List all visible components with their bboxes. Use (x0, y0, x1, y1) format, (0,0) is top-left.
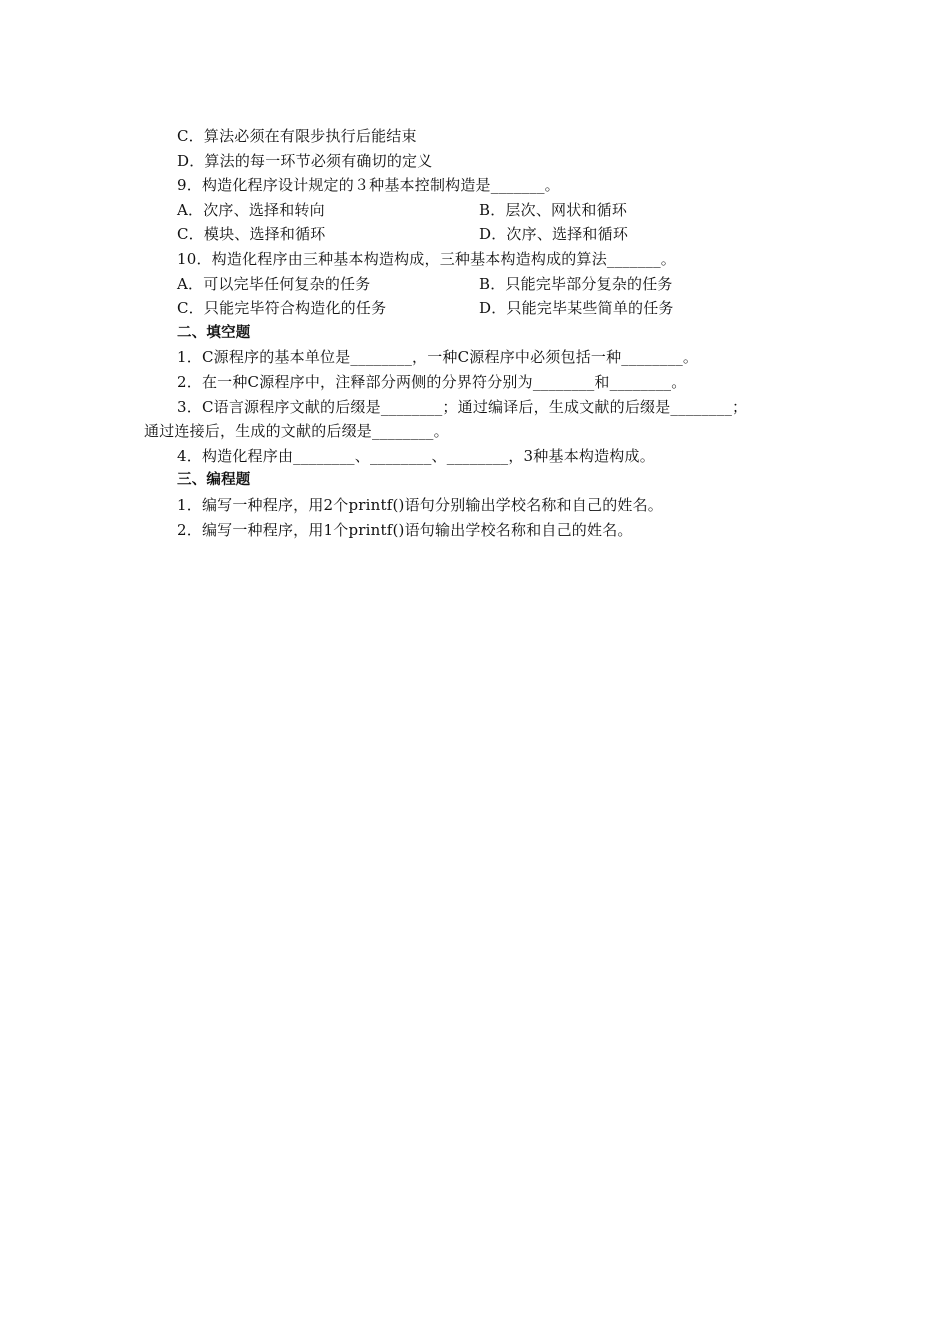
fill-in-q3-line1: 3．C语言源程序文献的后缀是________；通过编译后，生成文献的后缀是________； (177, 397, 748, 416)
q10-option-d: D．只能完毕某些简单的任务 (479, 299, 674, 318)
q9-options-row-2 (144, 222, 804, 247)
q10-option-b: B．只能完毕部分复杂的任务 (479, 274, 673, 293)
programming-heading: 三、编程题 (177, 472, 251, 489)
fill-in-q1: 1．C源程序的基本单位是________，一种C源程序中必须包括一种________。 (177, 348, 699, 367)
q9-option-c: C．模块、选择和循环 (177, 225, 326, 244)
q9-stem: 9．构造化程序设计规定的３种基本控制构造是_______。 (177, 176, 560, 195)
fill-in-heading: 二、填空题 (177, 324, 251, 341)
q10-stem: 10．构造化程序由三种基本构造构成，三种基本构造构成的算法_______。 (177, 249, 676, 268)
fill-in-q2: 2．在一种C源程序中，注释部分两侧的分界符分别为________和________。 (177, 372, 687, 391)
q10-option-c: C．只能完毕符合构造化的任务 (177, 299, 387, 318)
fill-in-q3-line2: 通过连接后，生成的文献的后缀是________。 (144, 422, 449, 441)
q10-option-a: A．可以完毕任何复杂的任务 (177, 274, 371, 293)
q10-options-row-1 (144, 272, 804, 297)
q8-option-d: D．算法的每一环节必须有确切的定义 (177, 151, 433, 170)
q8-option-c: C．算法必须在有限步执行后能结束 (177, 127, 417, 145)
q9-option-a: A．次序、选择和转向 (177, 200, 325, 219)
q9-option-d: D．次序、选择和循环 (479, 225, 629, 244)
programming-q1: 1．编写一种程序，用2个printf()语句分别输出学校名称和自己的姓名。 (177, 495, 664, 514)
programming-q2: 2．编写一种程序，用1个printf()语句输出学校名称和自己的姓名。 (177, 520, 633, 539)
q9-options-row-1 (144, 198, 804, 223)
page-content (144, 124, 804, 542)
q10-options-row-2 (144, 296, 804, 321)
q9-option-b: B．层次、网状和循环 (479, 200, 628, 219)
fill-in-q4: 4．构造化程序由________、________、________，3种基本构造构成。 (177, 446, 655, 465)
